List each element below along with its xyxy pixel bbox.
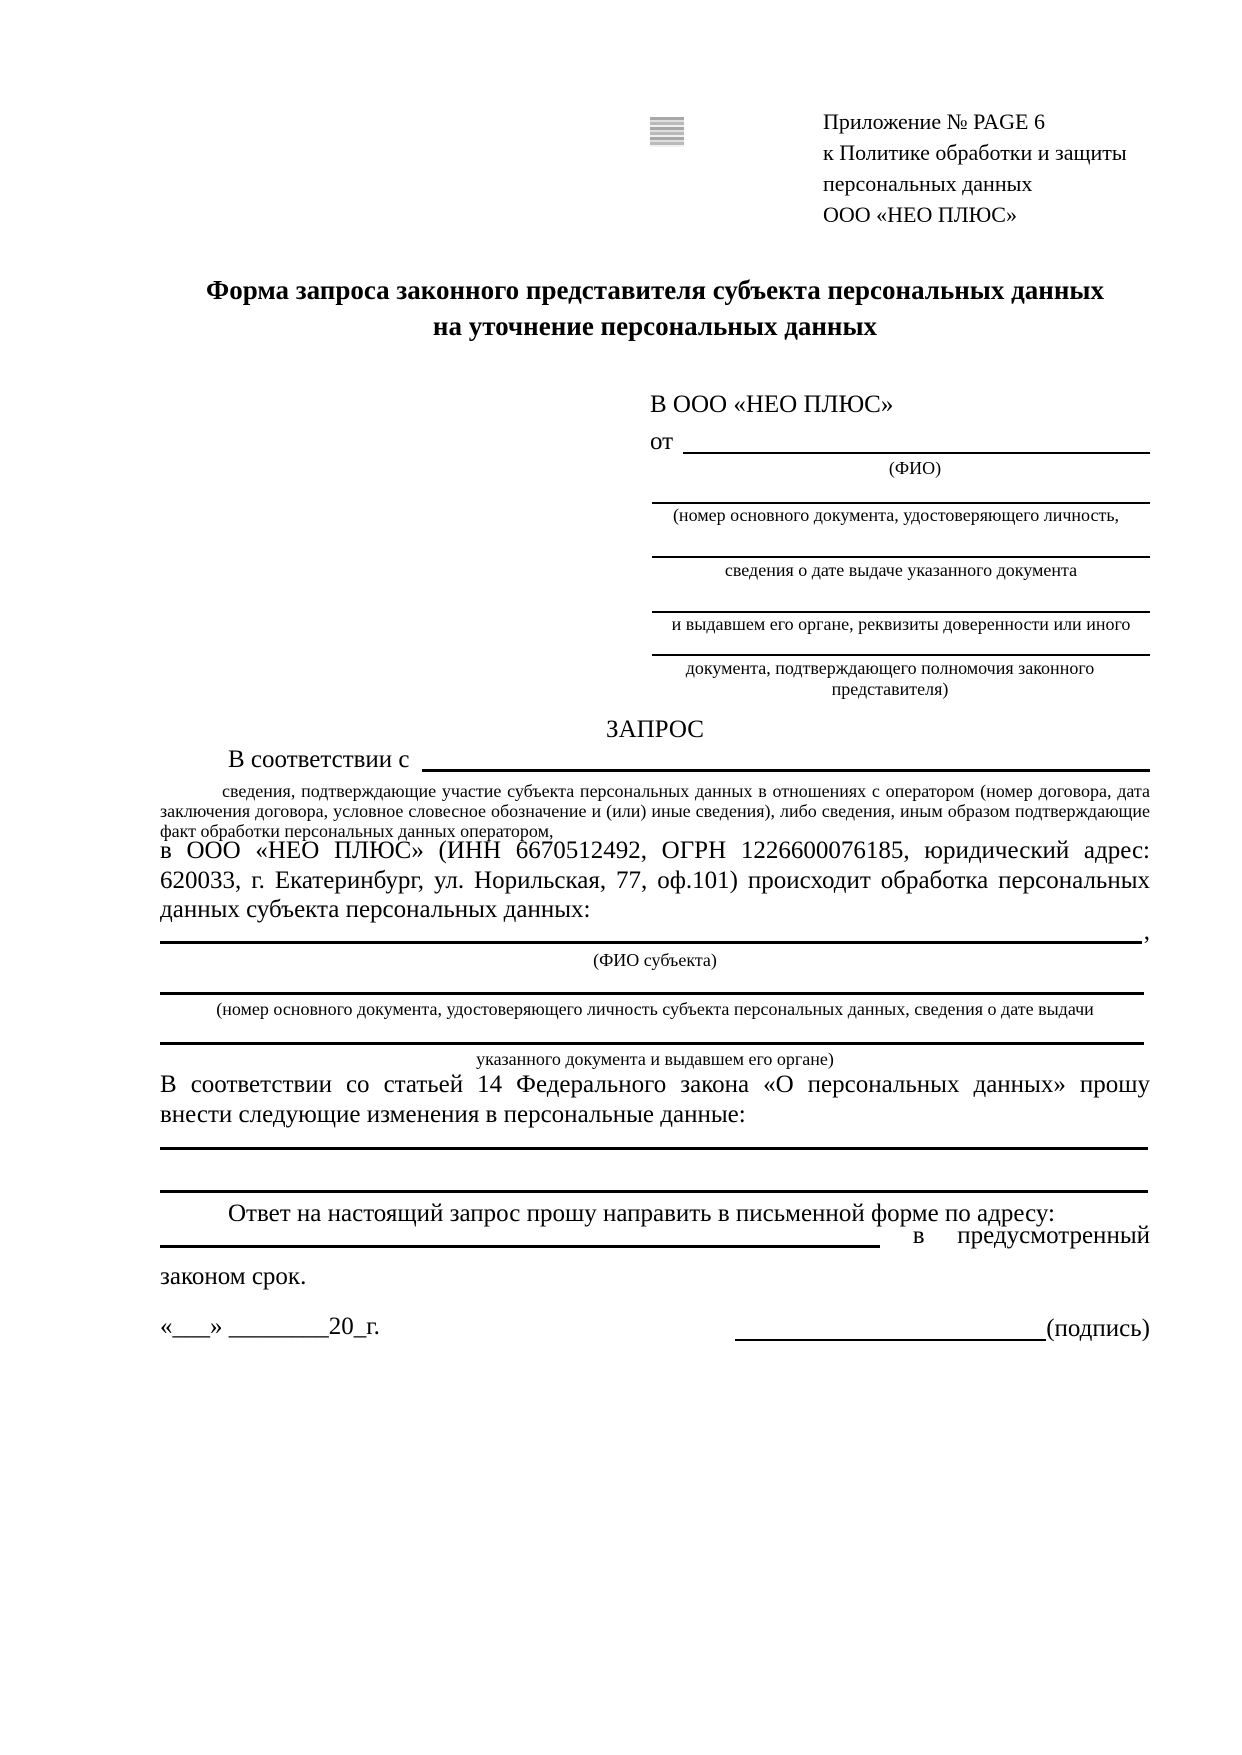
reply-address-row <box>160 1222 1150 1248</box>
representative-fio-caption: (ФИО) <box>888 458 942 478</box>
appendix-number-line: Приложение № PAGE 6 <box>823 109 1045 134</box>
policy-reference-line-2: персональных данных <box>823 171 1033 196</box>
signature-row <box>735 1313 1150 1341</box>
appendix-header-block <box>823 106 1153 230</box>
representative-document-caption-4: документа, подтверждающего полномочия законного представителя) <box>685 658 1095 699</box>
subject-document-blank-line-1 <box>160 966 1144 995</box>
document-title-line-2: на уточнение персональных данных <box>432 311 878 341</box>
subject-document-caption-1: (номер основного документа, удостоверяющего личность субъекта персональных данных, сведения о дате выдачи <box>216 999 1094 1019</box>
reply-address-blank-line <box>160 1219 880 1248</box>
changes-blank-line-2 <box>160 1164 1148 1193</box>
changes-blank-line-1 <box>160 1119 1148 1150</box>
representative-document-caption-3: и выдавшем его органе, реквизиты доверенности или иного <box>671 614 1131 634</box>
intro-prefix: В соответствии с <box>228 746 410 773</box>
representative-document-caption-1: (номер основного документа, удостоверяющего личность, <box>672 505 1120 525</box>
signature-caption: (подпись) <box>1046 1315 1150 1342</box>
reply-word-stipulated: предусмотренный <box>957 1222 1150 1249</box>
reply-tail-text: законом срок. <box>160 1263 307 1290</box>
operator-paragraph: в ООО «НЕО ПЛЮС» (ИНН 6670512492, ОГРН 1226600076185, юридический адрес: 620033, г. Екатеринбург, ул. Норильская, 77, оф.101) происходит обработка персональных данных субъекта персональных данных: <box>160 837 1150 923</box>
representative-document-blank-line-2 <box>652 530 1150 558</box>
subject-row <box>160 916 1150 944</box>
representative-fio-blank-line <box>683 426 1150 454</box>
policy-reference-line-1: к Политике обработки и защиты <box>823 140 1127 165</box>
from-row <box>650 428 1150 454</box>
subject-document-blank-line-2 <box>160 1016 1144 1045</box>
reply-intro-paragraph: Ответ на настоящий запрос прошу направить в письменной форме по адресу: <box>228 1200 1055 1227</box>
document-title <box>160 272 1150 344</box>
basis-blank-line <box>422 743 1150 772</box>
document-title-line-1: Форма запроса законного представителя субъекта персональных данных <box>206 275 1104 305</box>
intro-row <box>160 746 1150 772</box>
reply-word-in: в <box>912 1222 925 1249</box>
subject-fio-caption: (ФИО субъекта) <box>593 950 717 970</box>
subject-fio-blank-line <box>160 913 1142 944</box>
blurred-text-artifact-icon <box>650 117 684 147</box>
addressee-organization: В ООО «НЕО ПЛЮС» <box>650 391 894 418</box>
representative-document-blank-line-3 <box>652 585 1150 613</box>
representative-document-blank-line-1 <box>652 476 1150 504</box>
from-label: от <box>650 428 674 455</box>
basis-footnote: сведения, подтверждающие участие субъекта персональных данных в отношениях с оператором (номер договора, дата заключения договора, условное словесное обозначение и (или) иные сведения), либо сведения, иным образом подтверждающие факт обработки персональных данных оператором, <box>160 781 1150 841</box>
representative-document-caption-2: сведения о дате выдаче указанного документа <box>724 560 1078 580</box>
date-line: «___» ________20_г. <box>160 1313 380 1340</box>
representative-document-blank-line-4 <box>652 628 1150 656</box>
subject-trailing-comma: , <box>1143 918 1150 945</box>
organization-name-line: ООО «НЕО ПЛЮС» <box>823 202 1017 227</box>
request-heading: ЗАПРОС <box>606 716 704 743</box>
signature-blank-line <box>735 1311 1046 1341</box>
subject-document-caption-2: указанного документа и выдавшем его органе) <box>476 1049 834 1069</box>
article-14-paragraph: В соответствии со статьей 14 Федерального закона «О персональных данных» прошу внести следующие изменения в персональные данные: <box>160 1071 1150 1128</box>
